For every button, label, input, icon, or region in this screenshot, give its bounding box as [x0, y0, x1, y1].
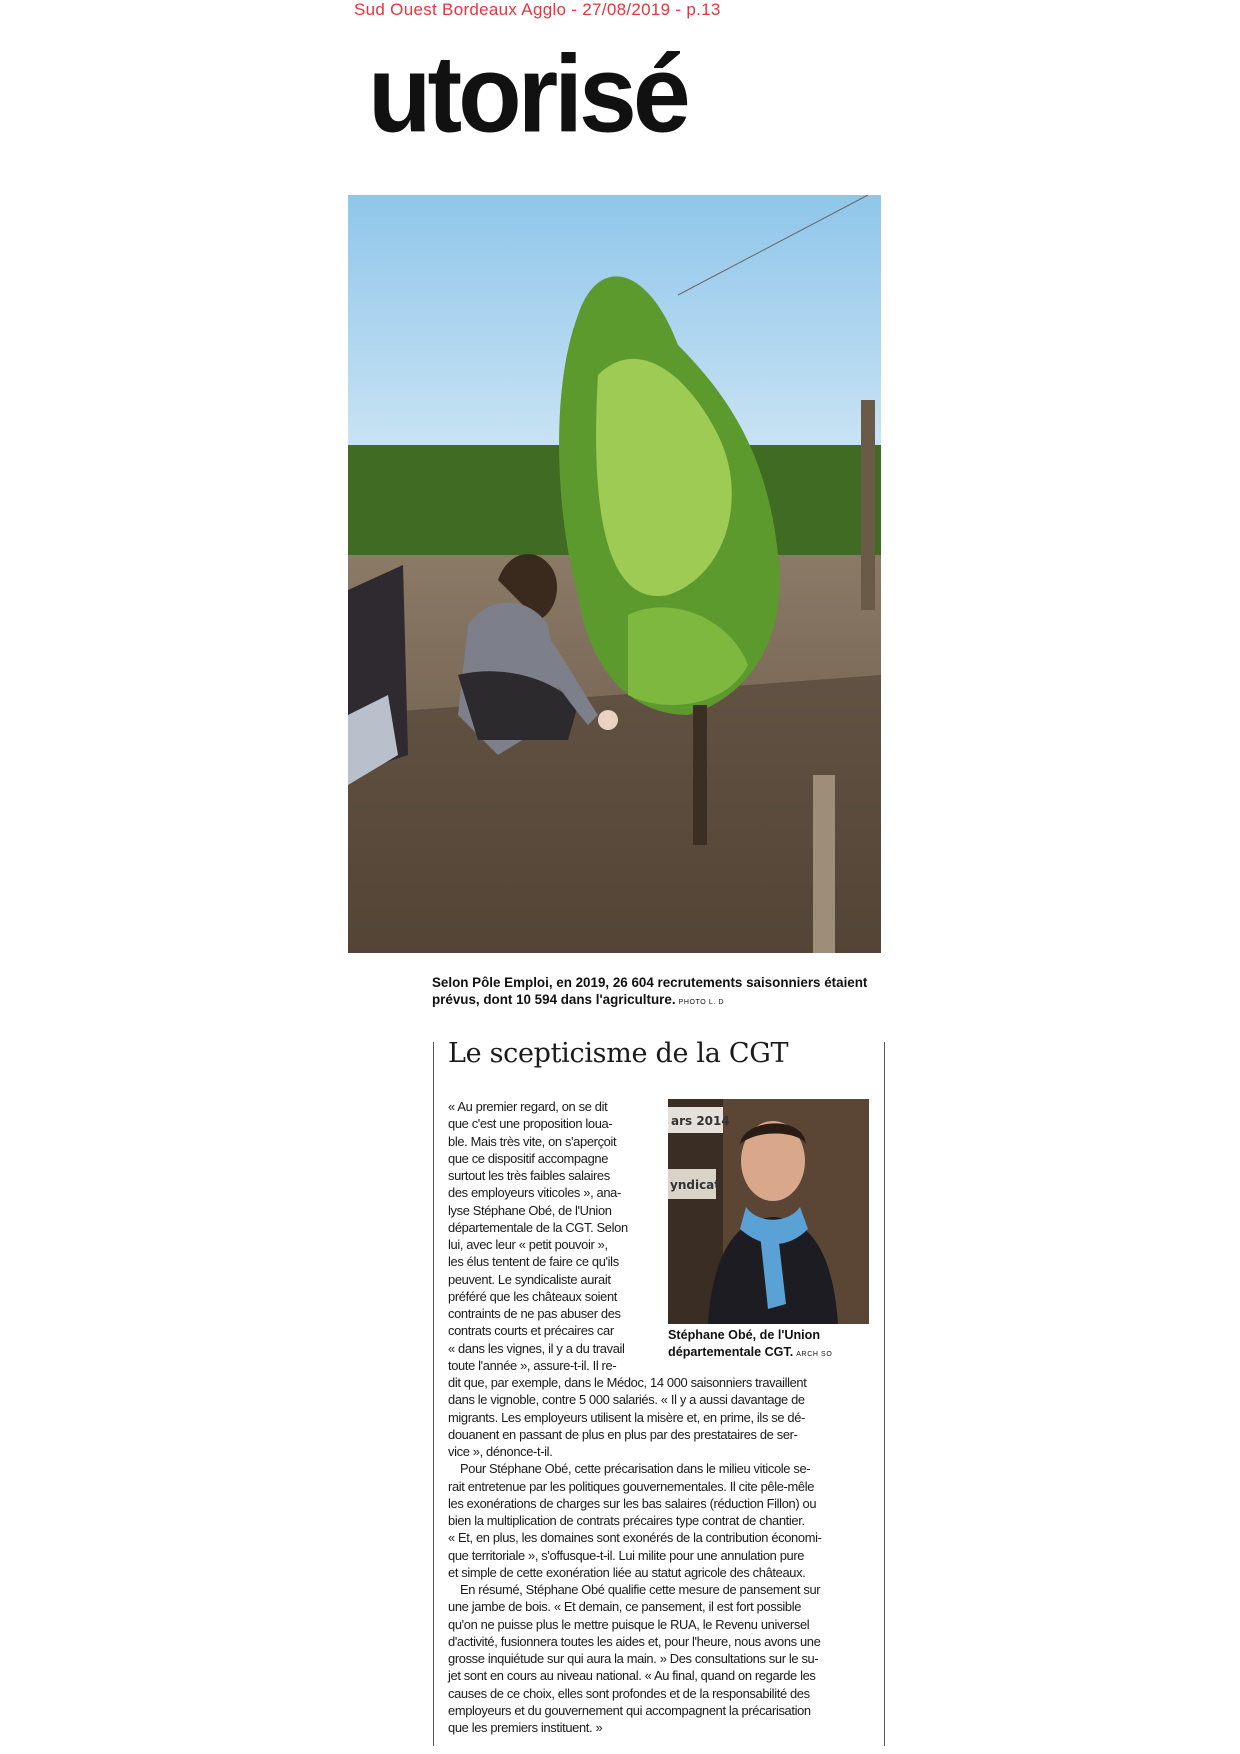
body-line: migrants. Les employeurs utilisent la misère et, en prime, ils se dé- [448, 1409, 805, 1425]
sidebar-title: Le scepticisme de la CGT [448, 1038, 789, 1069]
body-line: dans le vignoble, contre 5 000 salariés. « Il y a aussi davantage de [448, 1392, 805, 1408]
body-line: qu'on ne puisse plus le mettre puisque le RUA, le Revenu universel [448, 1616, 810, 1632]
headline-fragment: utorisé [368, 33, 687, 156]
body-line: vice », dénonce-t-il. [448, 1444, 553, 1459]
body-line: douanent en passant de plus en plus par des prestataires de ser- [448, 1426, 798, 1442]
body-line: contrats courts et précaires car [448, 1323, 614, 1339]
sidebar-rule-right [884, 1042, 885, 1746]
body-line: « Et, en plus, les domaines sont exonérés de la contribution économi- [448, 1530, 822, 1546]
body-line: surtout les très faibles salaires [448, 1168, 610, 1183]
body-line: d'activité, fusionnera toutes les aides et, pour l'heure, nous avons une [448, 1633, 821, 1649]
vineyard-photo [348, 195, 881, 953]
photo-caption-text: Selon Pôle Emploi, en 2019, 26 604 recrutements saisonniers étaient prévus, dont 10 594 dans l'agriculture. [432, 975, 868, 1007]
sidebar-body [448, 1098, 876, 1736]
portrait-caption-text: Stéphane Obé, de l'Union départementale CGT. [668, 1328, 821, 1359]
body-line: lyse Stéphane Obé, de l'Union [448, 1202, 612, 1218]
body-line: les exonérations de charges sur les bas salaires (réduction Fillon) ou [448, 1495, 817, 1511]
portrait-sign-1: ars 2014 [671, 1114, 730, 1128]
body-line: En résumé, Stéphane Obé qualifie cette mesure de pansement sur [460, 1582, 821, 1597]
sidebar-rule-left [433, 1042, 434, 1746]
body-line: grosse inquiétude sur qui aura la main. » Des consultations sur le su- [448, 1651, 819, 1666]
body-line: Pour Stéphane Obé, cette précarisation dans le milieu viticole se- [460, 1461, 811, 1477]
body-line: rait entretenue par les politiques gouvernementales. Il cite pêle-mêle [448, 1478, 815, 1494]
body-line: ble. Mais très vite, on s'aperçoit [448, 1133, 617, 1149]
body-line: que ce dispositif accompagne [448, 1150, 609, 1166]
body-line: et simple de cette exonération liée au statut agricole des châteaux. [448, 1564, 806, 1580]
portrait-sign-2: yndicat [670, 1178, 721, 1192]
body-line: « dans les vignes, il y a du travail [448, 1340, 625, 1356]
body-line: contraints de ne pas abuser des [448, 1306, 621, 1321]
body-line: les élus tentent de faire ce qu'ils [448, 1254, 619, 1270]
body-line: préféré que les châteaux soient [448, 1288, 618, 1304]
body-line: des employeurs viticoles », ana- [448, 1185, 621, 1201]
body-line: une jambe de bois. « Et demain, ce pansement, il est fort possible [448, 1599, 802, 1615]
portrait-credit: ARCH SO [796, 1351, 833, 1358]
body-line: jet sont en cours au niveau national. « Au final, quand on regarde les [448, 1668, 816, 1684]
body-line: que c'est une proposition loua- [448, 1116, 613, 1132]
photo-caption [432, 974, 892, 1011]
body-line: bien la multiplication de contrats précaires type contrat de chantier. [448, 1513, 805, 1528]
body-line: toute l'année », assure-t-il. Il re- [448, 1357, 617, 1373]
body-line: causes de ce choix, elles sont profondes et de la responsabilité des [448, 1685, 810, 1701]
body-line: peuvent. Le syndicaliste aurait [448, 1271, 611, 1287]
body-line: employeurs et du gouvernement qui accompagnent la précarisation [448, 1702, 811, 1718]
body-line: que territoriale », s'offusque-t-il. Lui milite pour une annulation pure [448, 1547, 805, 1563]
source-line: Sud Ouest Bordeaux Agglo - 27/08/2019 - p.13 [354, 0, 721, 19]
photo-credit: PHOTO L. D [678, 999, 725, 1006]
body-line: « Au premier regard, on se dit [448, 1099, 608, 1114]
body-line: dit que, par exemple, dans le Médoc, 14 000 saisonniers travaillent [448, 1375, 807, 1390]
body-line: départementale de la CGT. Selon [448, 1219, 628, 1235]
body-line: que les premiers instituent. » [448, 1720, 603, 1735]
body-line: lui, avec leur « petit pouvoir », [448, 1237, 608, 1252]
